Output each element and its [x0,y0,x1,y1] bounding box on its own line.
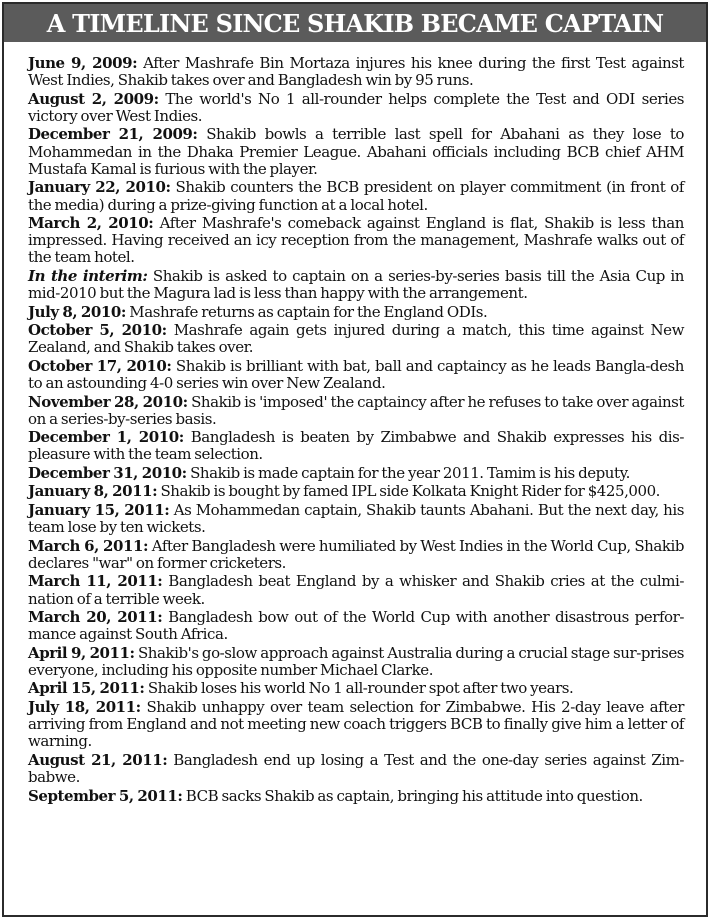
entry-text: Bangladesh beat England by a whisker and Shakib cries at the culmi-nation of a terrible week. [28,572,684,608]
timeline-entry [28,429,684,463]
timeline-entry [28,609,684,643]
entry-date: August 21, 2011: [28,750,168,769]
entry-text: Bangladesh end up losing a Test and the one-day series against Zim-babwe. [28,750,684,787]
entry-text: Shakib's go-slow approach against Australia during a crucial stage sur-prises everyone, including his opposite number Michael Clarke. [28,643,685,679]
timeline-entry [28,215,684,267]
entry-text: Shakib is 'imposed' the captaincy after he refuses to take over against on a series-by-series basis. [28,392,684,428]
entry-text: After Mashrafe's comeback against England is flat, Shakib is less than impressed. Having received an icy reception from the management, Mashrafe walks out of the team hotel. [28,214,684,267]
entry-text: The world's No 1 all-rounder helps complete the Test and ODI series victory over West Indies. [28,89,684,125]
timeline-entry [28,465,684,482]
entry-text: Shakib counters the BCB president on player commitment (in front of the media) during a prize-giving function at a local hotel. [28,178,684,214]
timeline-entry [28,788,684,805]
timeline-entry [28,322,684,356]
entry-date: March 11, 2011: [28,572,163,591]
timeline-entry [28,126,684,178]
timeline-entry [28,268,684,302]
entry-text: Mashrafe returns as captain for the England ODIs. [129,302,488,321]
entry-date: June 9, 2009: [28,54,138,72]
entry-text: Shakib is bought by famed IPL side Kolkata Knight Rider for $425,000. [160,482,660,501]
entry-date: March 20, 2011: [28,608,163,627]
timeline-entry [28,699,684,751]
timeline-entry [28,304,684,321]
entry-text: After Bangladesh were humiliated by West Indies in the World Cup, Shakib declares "war" on former cricketers. [28,536,684,572]
entry-text: Bangladesh bow out of the World Cup with another disastrous perfor-mance against South Africa. [28,608,684,644]
timeline-box [2,2,708,917]
timeline-entry [28,483,684,500]
entry-date: March 6, 2011: [28,536,149,555]
entry-text: Shakib is brilliant with bat, ball and captaincy as he leads Bangla-desh to an astounding 4-0 series win over New Zealand. [28,356,684,393]
entry-date: In the interim: [28,266,148,285]
entry-date: January 22, 2010: [28,178,171,197]
entry-text: Shakib unhappy over team selection for Zimbabwe. His 2-day leave after arriving from England and not meeting new coach triggers BCB to finally give him a letter of warning. [28,697,684,751]
timeline-entry [28,502,684,536]
entry-date: January 15, 2011: [28,500,170,519]
timeline-entry [28,179,684,213]
entry-date: November 28, 2010: [28,392,188,411]
entry-date: December 21, 2009: [28,125,198,144]
entry-text: Shakib is made captain for the year 2011. Tamim is his deputy. [190,463,630,482]
timeline-entry [28,55,684,89]
entry-text: Shakib loses his world No 1 all-rounder spot after two years. [147,679,574,698]
entry-date: January 8, 2011: [28,482,158,501]
timeline-entry [28,680,684,697]
timeline-title: A TIMELINE SINCE SHAKIB BECAME CAPTAIN [4,4,706,42]
timeline-entry [28,358,684,392]
entry-date: October 5, 2010: [28,321,167,340]
entry-date: December 31, 2010: [28,463,187,482]
timeline-body [4,42,706,805]
entry-text: As Mohammedan captain, Shakib taunts Abahani. But the next day, his team lose by ten wickets. [28,500,684,537]
entry-date: April 15, 2011: [28,679,145,698]
entry-date: October 17, 2010: [28,356,172,375]
entry-date: July 8, 2010: [28,302,126,321]
timeline-entry [28,538,684,572]
entry-text: Shakib bowls a terrible last spell for Abahani as they lose to Mohammedan in the Dhaka Premier League. Abahani officials including BCB chief AHM Mustafa Kamal is furious with the player. [28,125,685,178]
entry-date: April 9, 2011: [28,643,135,662]
entry-date: July 18, 2011: [28,697,141,716]
entry-text: Shakib is asked to captain on a series-by-series basis till the Asia Cup in mid-2010 but the Magura lad is less than happy with the arrangement. [28,266,684,303]
entry-date: August 2, 2009: [28,89,159,108]
entry-date: December 1, 2010: [28,428,184,447]
timeline-entry [28,91,684,125]
timeline-entry [28,645,684,679]
timeline-entry [28,394,684,428]
entry-date: September 5, 2011: [28,786,183,805]
timeline-entry [28,573,684,607]
entry-date: March 2, 2010: [28,214,154,233]
entry-text: BCB sacks Shakib as captain, bringing his attitude into question. [185,786,643,805]
entry-text: Bangladesh is beaten by Zimbabwe and Shakib expresses his dis-pleasure with the team selection. [28,428,684,464]
entry-text: Mashrafe again gets injured during a match, this time against New Zealand, and Shakib takes over. [28,321,684,357]
entry-text: After Mashrafe Bin Mortaza injures his knee during the first Test against West Indies, Shakib takes over and Bangladesh win by 95 runs. [28,54,684,90]
timeline-entry [28,752,684,786]
